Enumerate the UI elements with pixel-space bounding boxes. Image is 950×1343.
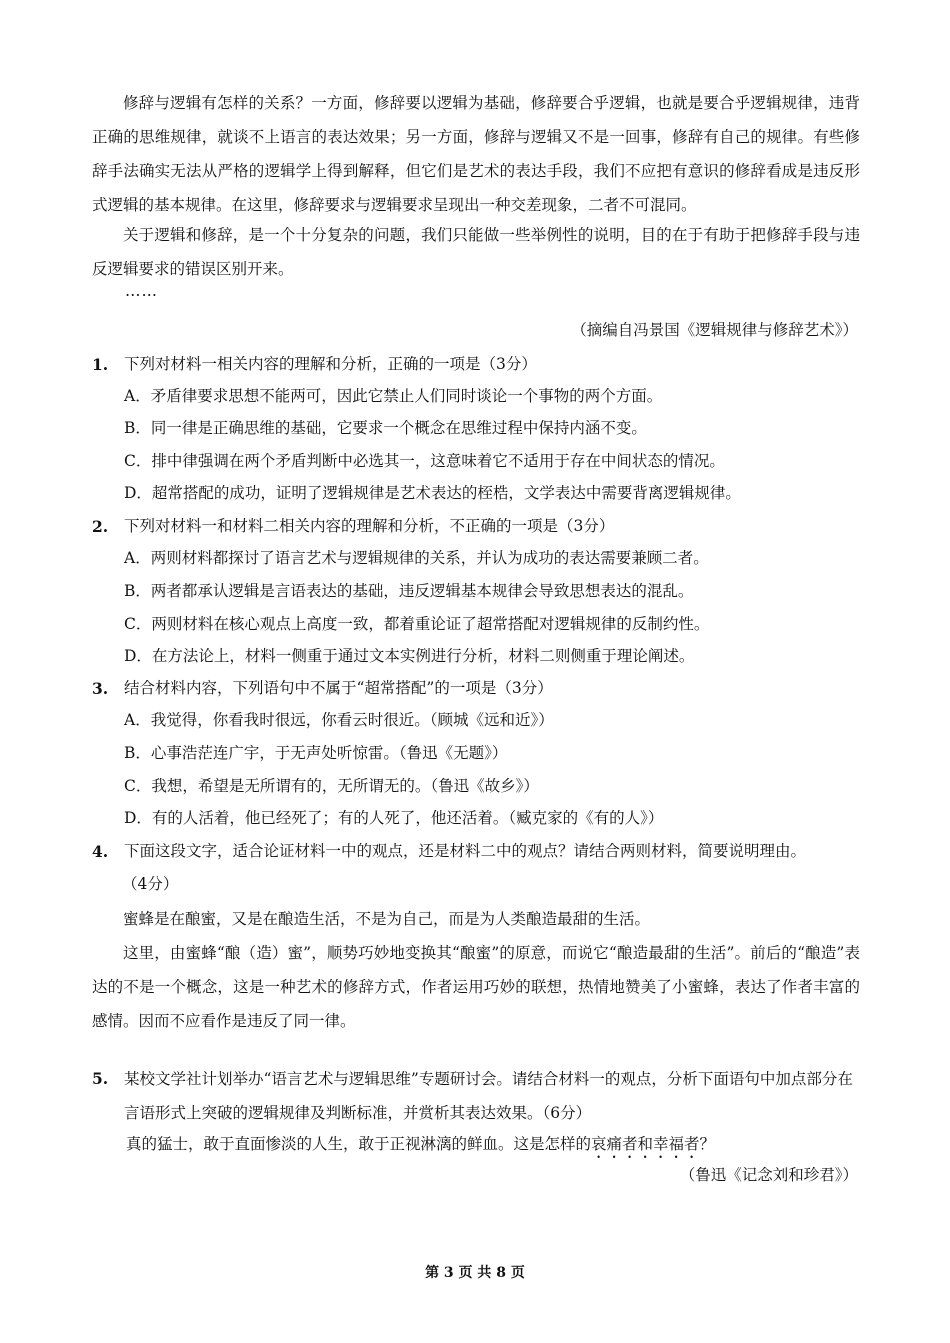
question-number: 4. (92, 842, 109, 861)
question-number: 1. (92, 355, 109, 374)
option-1d: D．超常搭配的成功，证明了逻辑规律是艺术表达的桎梏，文学表达中需要背离逻辑规律。 (124, 484, 741, 502)
question-5-source: （鲁迅《记念刘和珍君》） (679, 1166, 858, 1184)
option-3d: D．有的人活着，他已经死了；有的人死了，他还活着。（臧克家的《有的人》） (124, 809, 664, 827)
option-3c: C．我想，希望是无所谓有的，无所谓无的。（鲁迅《故乡》） (124, 777, 539, 795)
question-stem: 下面这段文字，适合论证材料一中的观点，还是材料二中的观点？请结合两则材料，简要说明理由。 (124, 842, 807, 860)
option-2c: C．两则材料在核心观点上高度一致，都着重论证了超常搭配对逻辑规律的反制约性。 (124, 615, 710, 633)
question-stem: 结合材料内容，下列语句中不属于“超常搭配”的一项是（3分） (124, 679, 553, 697)
option-1b: B．同一律是正确思维的基础，它要求一个概念在思维过程中保持内涵不变。 (124, 419, 647, 437)
option-3b: B．心事浩茫连广宇，于无声处听惊雷。（鲁迅《无题》） (124, 744, 508, 762)
option-1a: A．矛盾律要求思想不能两可，因此它禁止人们同时谈论一个事物的两个方面。 (124, 387, 663, 405)
question-stem: 某校文学社计划举办“语言艺术与逻辑思维”专题研讨会。请结合材料一的观点，分析下面语句中加点部分在言语形式上突破的逻辑规律及判断标准，并赏析其表达效果。（6分） (124, 1070, 853, 1122)
quote-dotted-text: 哀痛者和幸福者？ (591, 1135, 716, 1153)
question-4-quote: 蜜蜂是在酿蜜，又是在酿造生活，不是为自己，而是为人类酿造最甜的生活。 (123, 910, 651, 928)
question-5-quote (126, 1127, 866, 1162)
question-4-score: （4分） (122, 875, 179, 893)
question-stem: 下列对材料一和材料二相关内容的理解和分析，不正确的一项是（3分） (124, 517, 615, 535)
option-2a: A．两则材料都探讨了语言艺术与逻辑规律的关系，并认为成功的表达需要兼顾二者。 (124, 549, 709, 567)
material-paragraph-1: 修辞与逻辑有怎样的关系？一方面，修辞要以逻辑为基础，修辞要合乎逻辑，也就是要合乎逻辑规律，违背正确的思维规律，就谈不上语言的表达效果；另一方面，修辞与逻辑又不是一回事，修辞有自己的规律。有些修辞手法确实无法从严格的逻辑学上得到解释，但它们是艺术的表达手段，我们不应把有意识的修辞看成是违反形式逻辑的基本规律。在这里，修辞要求与逻辑要求呈现出一种交差现象，二者不可混同。 (92, 94, 860, 214)
question-stem: 下列对材料一相关内容的理解和分析，正确的一项是（3分） (124, 355, 537, 373)
option-2b: B．两者都承认逻辑是言语表达的基础，违反逻辑基本规律会导致思想表达的混乱。 (124, 582, 694, 600)
quote-plain-text: 真的猛士，敢于直面惨淡的人生，敢于正视淋漓的鲜血。这是怎样的 (126, 1135, 592, 1153)
option-1c: C．排中律强调在两个矛盾判断中必选其一，这意味着它不适用于存在中间状态的情况。 (124, 452, 725, 470)
material-paragraph-2: 关于逻辑和修辞，是一个十分复杂的问题，我们只能做一些举例性的说明，目的在于有助于把修辞手段与违反逻辑要求的错误区别开来。 (92, 226, 860, 278)
question-number: 5. (92, 1069, 109, 1088)
material-source: （摘编自冯景国《逻辑规律与修辞艺术》） (571, 321, 858, 339)
question-number: 3. (92, 679, 109, 698)
option-2d: D．在方法论上，材料一侧重于通过文本实例进行分析，材料二则侧重于理论阐述。 (124, 647, 695, 665)
question-4-analysis: 这里，由蜜蜂“酿（造）蜜”，顺势巧妙地变换其“酿蜜”的原意，而说它“酿造最甜的生活”。前后的“酿造”表达的不是一个概念，这是一种艺术的修辞方式，作者运用巧妙的联想，热情地赞美了小蜜蜂，表达了作者丰富的感情。因而不应看作是违反了同一律。 (92, 944, 860, 1030)
ellipsis: …… (125, 282, 158, 300)
page-footer: 第 3 页 共 8 页 (425, 1265, 525, 1281)
question-number: 2. (92, 517, 109, 536)
option-3a: A．我觉得，你看我时很远，你看云时很近。（顾城《远和近》） (124, 711, 554, 729)
